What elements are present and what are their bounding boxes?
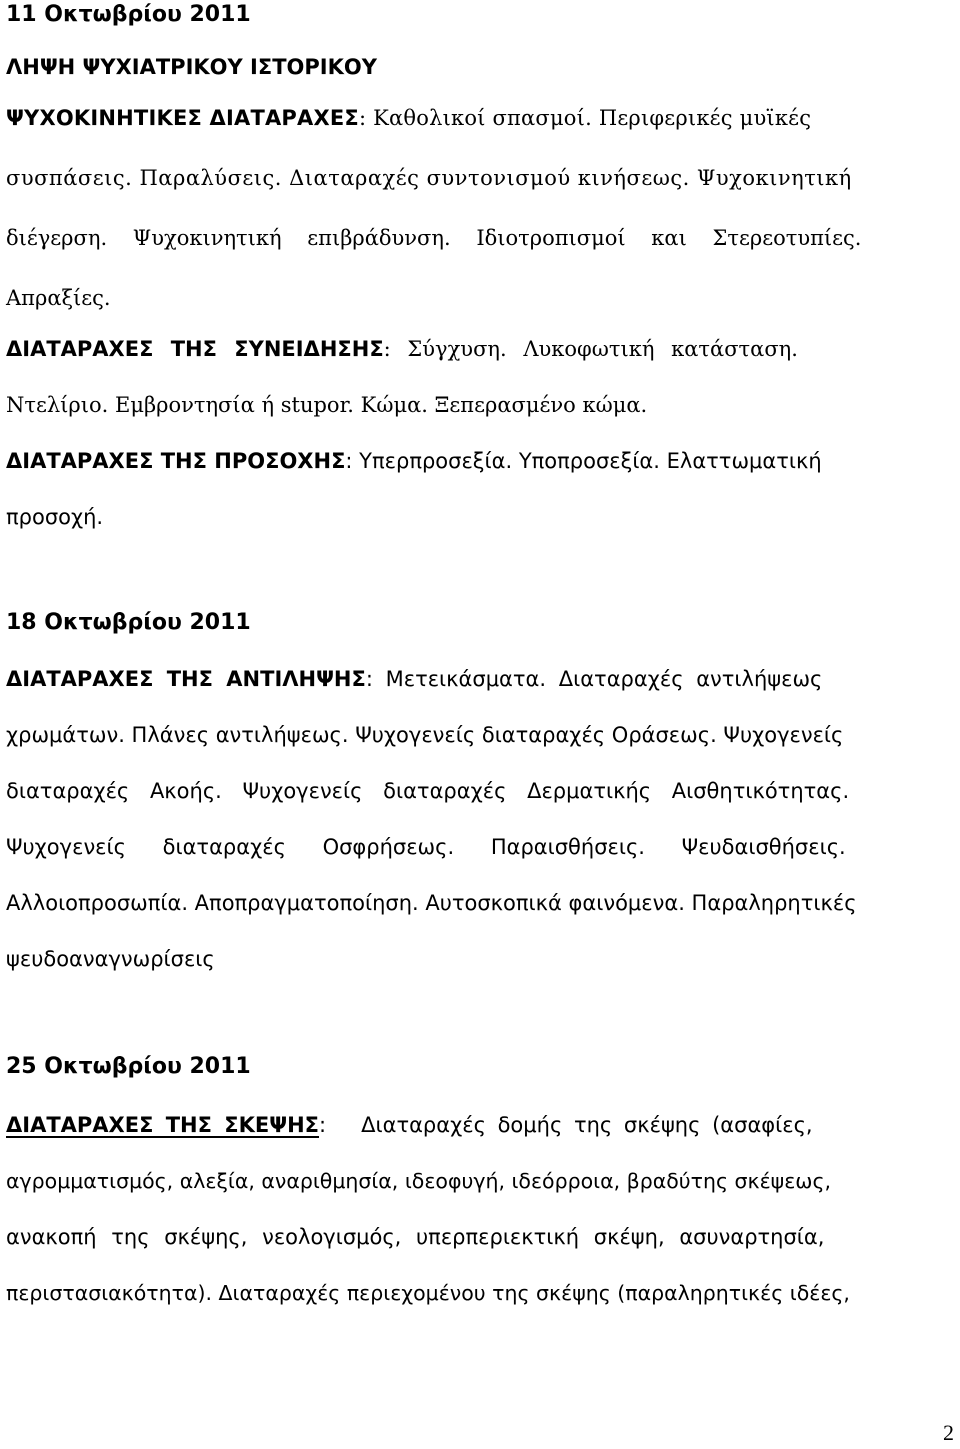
text-span: : Καθολικοί σπασμοί. Περιφερικές μυϊκές xyxy=(358,106,812,130)
heading-thought: ΔΙΑΤΑΡΑΧΕΣ ΤΗΣ ΣΚΕΨΗΣ xyxy=(6,1113,320,1137)
paragraph-line: ψευδοαναγνωρίσεις xyxy=(6,947,215,971)
paragraph-line: προσοχή. xyxy=(6,505,104,529)
text-span: : xyxy=(319,1113,327,1137)
paragraph-line xyxy=(6,664,822,694)
paragraph-line: ανακοπή της σκέψης, νεολογισμός, υπερπεριεκτική σκέψη, ασυναρτησία, xyxy=(6,1225,825,1249)
paragraph-line: Αλλοιοπροσωπία. Αποπραγματοποίηση. Αυτοσκοπικά φαινόμενα. Παραληρητικές xyxy=(6,891,857,915)
paragraph-line: αγρομματισμός, αλεξία, αναριθμησία, ιδεοφυγή, ιδεόρροια, βραδύτης σκέψεως, xyxy=(6,1169,832,1193)
page-number: 2 xyxy=(943,1420,954,1445)
text-span: : Μετεικάσματα. Διαταραχές αντιλήψεως xyxy=(365,667,823,691)
date-heading-2: 18 Οκτωβρίου 2011 xyxy=(6,610,251,635)
heading-perception: ΔΙΑΤΑΡΑΧΕΣ ΤΗΣ ΑΝΤΙΛΗΨΗΣ xyxy=(6,667,366,691)
paragraph-line xyxy=(6,103,954,133)
date-heading-3: 25 Οκτωβρίου 2011 xyxy=(6,1054,251,1079)
paragraph-line: χρωμάτων. Πλάνες αντιλήψεως. Ψυχογενείς διαταραχές Οράσεως. Ψυχογενείς xyxy=(6,723,844,747)
paragraph-line: Ψυχογενείς διαταραχές Οσφρήσεως. Παραισθήσεις. Ψευδαισθήσεις. xyxy=(6,835,846,859)
section-title: ΛΗΨΗ ΨΥΧΙΑΤΡΙΚΟΥ ΙΣΤΟΡΙΚΟΥ xyxy=(6,55,377,79)
text-span: : Υπερπροσεξία. Υποπροσεξία. Ελαττωματική xyxy=(345,449,822,473)
paragraph-line: συσπάσεις. Παραλύσεις. Διαταραχές συντονισμού κινήσεως. Ψυχοκινητική xyxy=(6,166,852,190)
paragraph-line: Ντελίριο. Εμβροντησία ή stupor. Κώμα. Ξεπερασμένο κώμα. xyxy=(6,393,648,417)
paragraph-line: Απραξίες. xyxy=(6,286,111,310)
paragraph-line: διαταραχές Ακοής. Ψυχογενείς διαταραχές Δερματικής Αισθητικότητας. xyxy=(6,779,850,803)
heading-attention: ΔΙΑΤΑΡΑΧΕΣ ΤΗΣ ΠΡΟΣΟΧΗΣ xyxy=(6,449,346,473)
text-span: : Σύγχυση. Λυκοφωτική κατάσταση. xyxy=(383,337,798,361)
heading-psychomotor: ΨΥΧΟΚΙΝΗΤΙΚΕΣ ΔΙΑΤΑΡΑΧΕΣ xyxy=(6,106,359,130)
paragraph-line: περιστασιακότητα). Διαταραχές περιεχομένου της σκέψης (παραληρητικές ιδέες, xyxy=(6,1281,850,1305)
text-span: Διαταραχές δομής της σκέψης (ασαφίες, xyxy=(361,1113,813,1137)
paragraph-line xyxy=(6,446,822,476)
date-heading-1: 11 Οκτωβρίου 2011 xyxy=(6,2,251,27)
paragraph-line xyxy=(6,1110,813,1140)
paragraph-line: διέγερση. Ψυχοκινητική επιβράδυνση. Ιδιοτροπισμοί και Στερεοτυπίες. xyxy=(6,226,862,250)
paragraph-line xyxy=(6,334,798,364)
heading-consciousness: ΔΙΑΤΑΡΑΧΕΣ ΤΗΣ ΣΥΝΕΙΔΗΣΗΣ xyxy=(6,337,384,361)
